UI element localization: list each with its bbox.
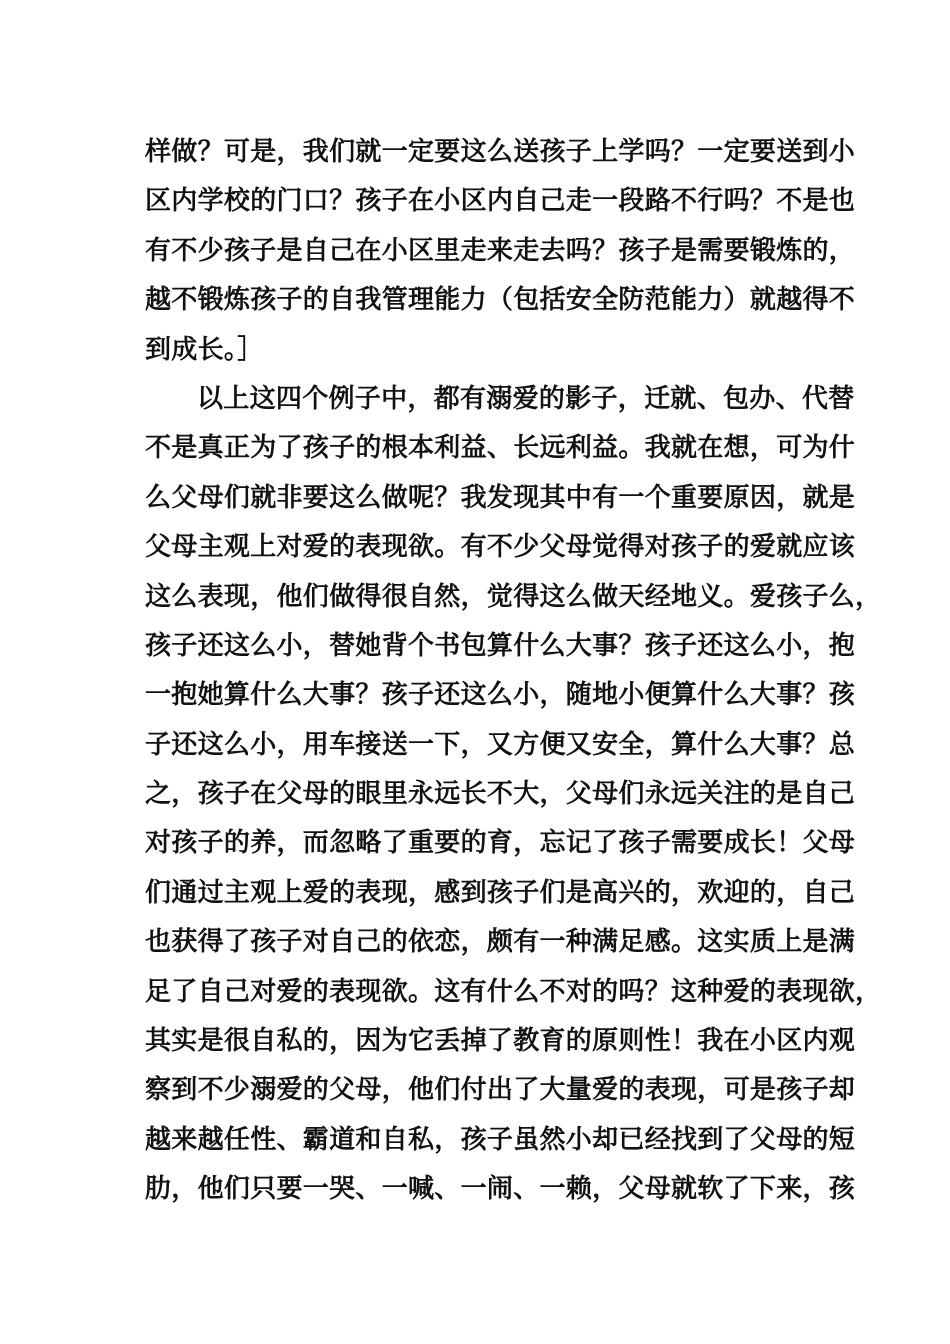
text-line-16: 们通过主观上爱的表现，感到孩子们是高兴的，欢迎的，自己 [145, 877, 856, 908]
text-line-20: 察到不少溺爱的父母，他们付出了大量爱的表现，可是孩子却 [145, 1075, 856, 1106]
text-line-15: 对孩子的养，而忽略了重要的育，忘记了孩子需要成长！父母 [145, 828, 856, 859]
text-line-22: 肋，他们只要一哭、一喊、一闹、一赖，父母就软了下来，孩 [145, 1174, 856, 1205]
text-line-11: 孩子还这么小，替她背个书包算什么大事？孩子还这么小，抱 [145, 630, 856, 661]
text-line-5: 到成长。］ [145, 334, 264, 365]
text-line-13: 子还这么小，用车接送一下，又方便又安全，算什么大事？总 [145, 729, 856, 760]
text-line-12: 一抱她算什么大事？孩子还这么小，随地小便算什么大事？孩 [145, 680, 856, 711]
text-line-19: 其实是很自私的，因为它丢掉了教育的原则性！我在小区内观 [145, 1026, 856, 1057]
text-line-14: 之，孩子在父母的眼里永远长不大，父母们永远关注的是自己 [145, 779, 856, 810]
text-line-7: 不是真正为了孩子的根本利益、长远利益。我就在想，可为什 [145, 433, 856, 464]
text-line-9: 父母主观上对爱的表现欲。有不少父母觉得对孩子的爱就应该 [145, 532, 856, 563]
text-line-8: 么父母们就非要这么做呢？我发现其中有一个重要原因，就是 [145, 482, 856, 513]
text-line-18: 足了自己对爱的表现欲。这有什么不对的吗？这种爱的表现欲， [145, 976, 882, 1007]
text-line-4: 越不锻炼孩子的自我管理能力（包括安全防范能力）就越得不 [145, 285, 856, 316]
text-line-10: 这么表现，他们做得很自然，觉得这么做天经地义。爱孩子么， [145, 581, 882, 612]
text-line-21: 越来越任性、霸道和自私，孩子虽然小却已经找到了父母的短 [145, 1124, 856, 1155]
text-line-17: 也获得了孩子对自己的依恋，颇有一种满足感。这实质上是满 [145, 927, 856, 958]
text-line-3: 有不少孩子是自己在小区里走来走去吗？孩子是需要锻炼的， [145, 235, 856, 266]
body-text [145, 128, 882, 1215]
text-line-6-paragraph-start: 以上这四个例子中，都有溺爱的影子，迁就、包办、代替 [197, 383, 855, 414]
text-line-2: 区内学校的门口？孩子在小区内自己走一段路不行吗？不是也 [145, 186, 856, 217]
text-line-1: 样做？可是，我们就一定要这么送孩子上学吗？一定要送到小 [145, 137, 856, 167]
